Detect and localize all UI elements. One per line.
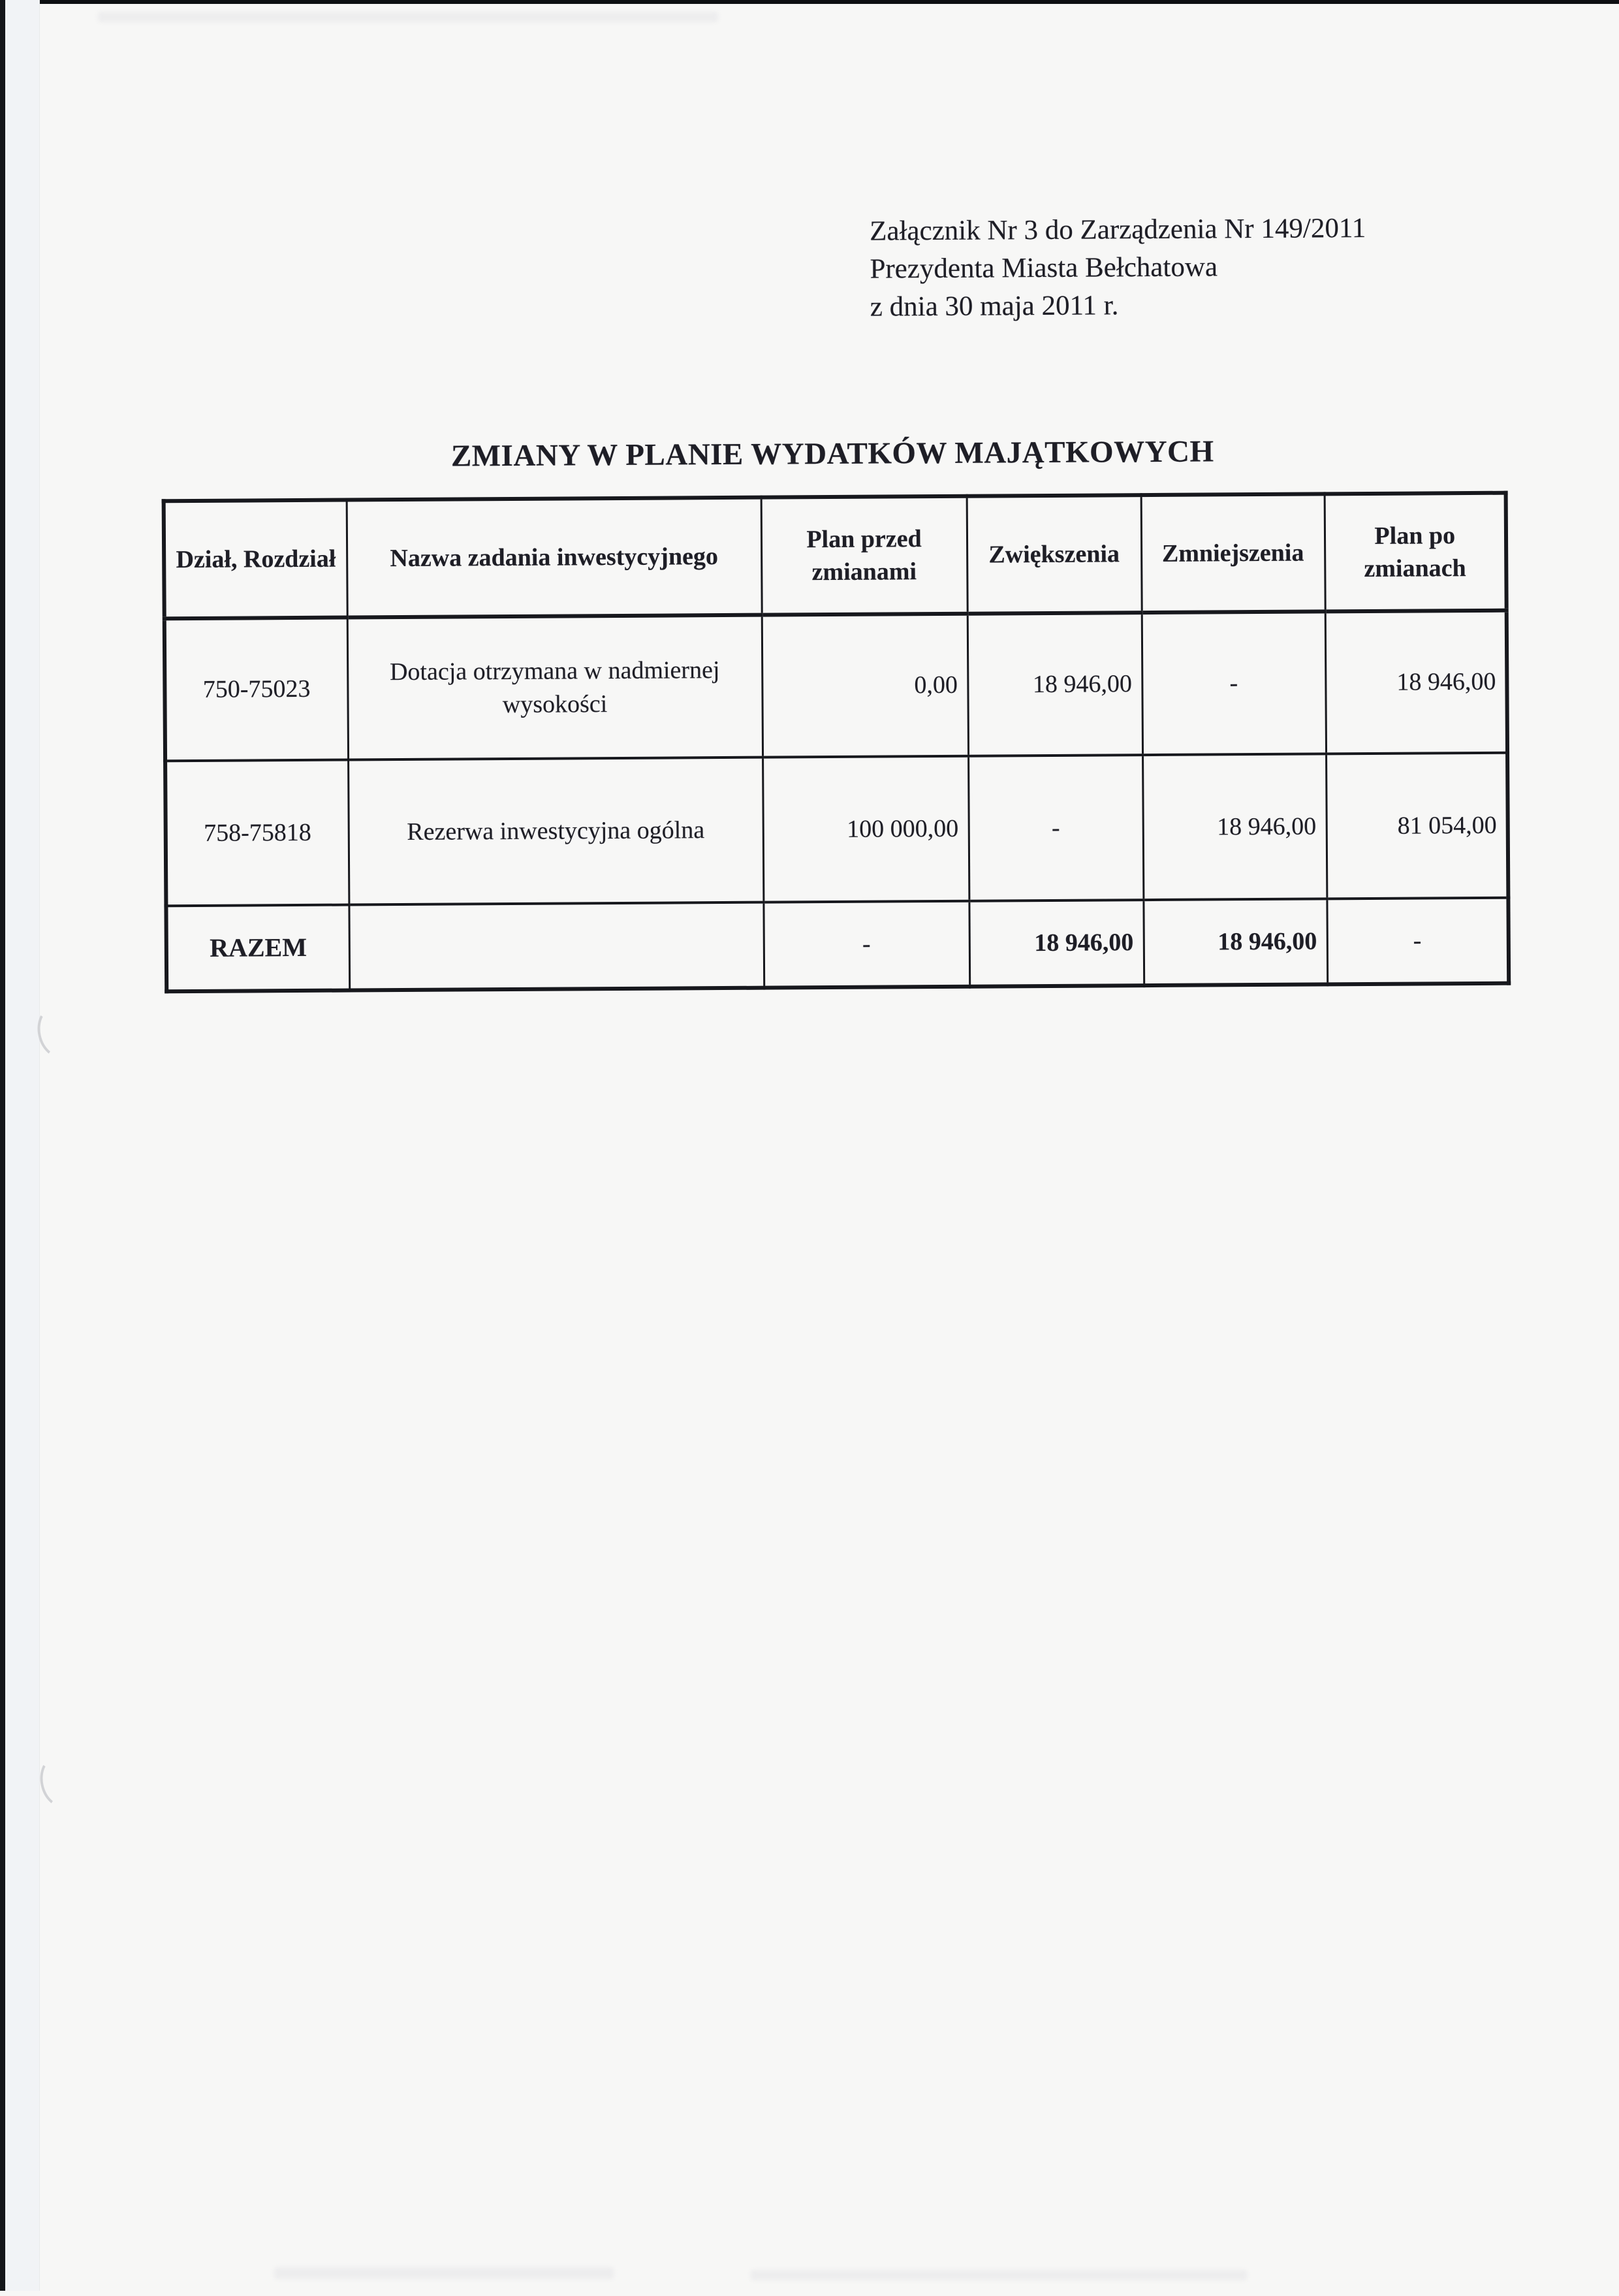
cell-plan-po: 18 946,00: [1325, 611, 1507, 754]
cell-plan-przed: 0,00: [762, 614, 968, 757]
cell-plan-przed: 100 000,00: [762, 756, 969, 902]
header-plan-po: Plan po zmianach: [1325, 493, 1507, 612]
expenditure-changes-table: [162, 491, 1511, 994]
attachment-line-1: Załącznik Nr 3 do Zarządzenia Nr 149/2011: [869, 212, 1366, 247]
table-total-row: [166, 898, 1509, 992]
cell-razem-label: RAZEM: [166, 905, 349, 992]
table-row: [165, 753, 1508, 906]
attachment-line-2: Prezydenta Miasta Bełchatowa: [870, 251, 1218, 285]
cell-nazwa: Rezerwa inwestycyjna ogólna: [348, 757, 763, 905]
cell-plan-po: 81 054,00: [1326, 753, 1508, 899]
cell-zwiekszenia: 18 946,00: [967, 613, 1142, 756]
cell-nazwa-empty: [349, 902, 764, 991]
cell-plan-przed: -: [763, 901, 969, 988]
document-title: ZMIANY W PLANIE WYDATKÓW MAJĄTKOWYCH: [450, 434, 1214, 473]
cell-plan-po: -: [1327, 898, 1509, 985]
header-dzial-rozdzial: Dział, Rozdział: [164, 500, 347, 619]
header-zmniejszenia: Zmniejszenia: [1141, 494, 1325, 613]
cell-zwiekszenia: 18 946,00: [969, 900, 1144, 987]
cell-dzial: 758-75818: [165, 760, 349, 906]
cell-zmniejszenia: 18 946,00: [1142, 754, 1327, 900]
cell-dzial: 750-75023: [165, 618, 348, 761]
cell-zwiekszenia: -: [968, 755, 1143, 901]
attachment-reference: [870, 210, 1366, 327]
cell-zmniejszenia: -: [1142, 611, 1326, 755]
header-zwiekszenia: Zwiększenia: [967, 495, 1142, 614]
attachment-line-3: z dnia 30 maja 2011 r.: [870, 290, 1119, 323]
cell-nazwa: Dotacja otrzymana w nadmiernej wysokości: [347, 615, 762, 760]
header-plan-przed: Plan przed zmianami: [761, 496, 967, 615]
header-nazwa-zadania: Nazwa zadania inwestycyjnego: [347, 498, 762, 618]
table-header-row: [164, 493, 1507, 619]
cell-zmniejszenia: 18 946,00: [1143, 899, 1327, 985]
table-row: [165, 611, 1507, 761]
